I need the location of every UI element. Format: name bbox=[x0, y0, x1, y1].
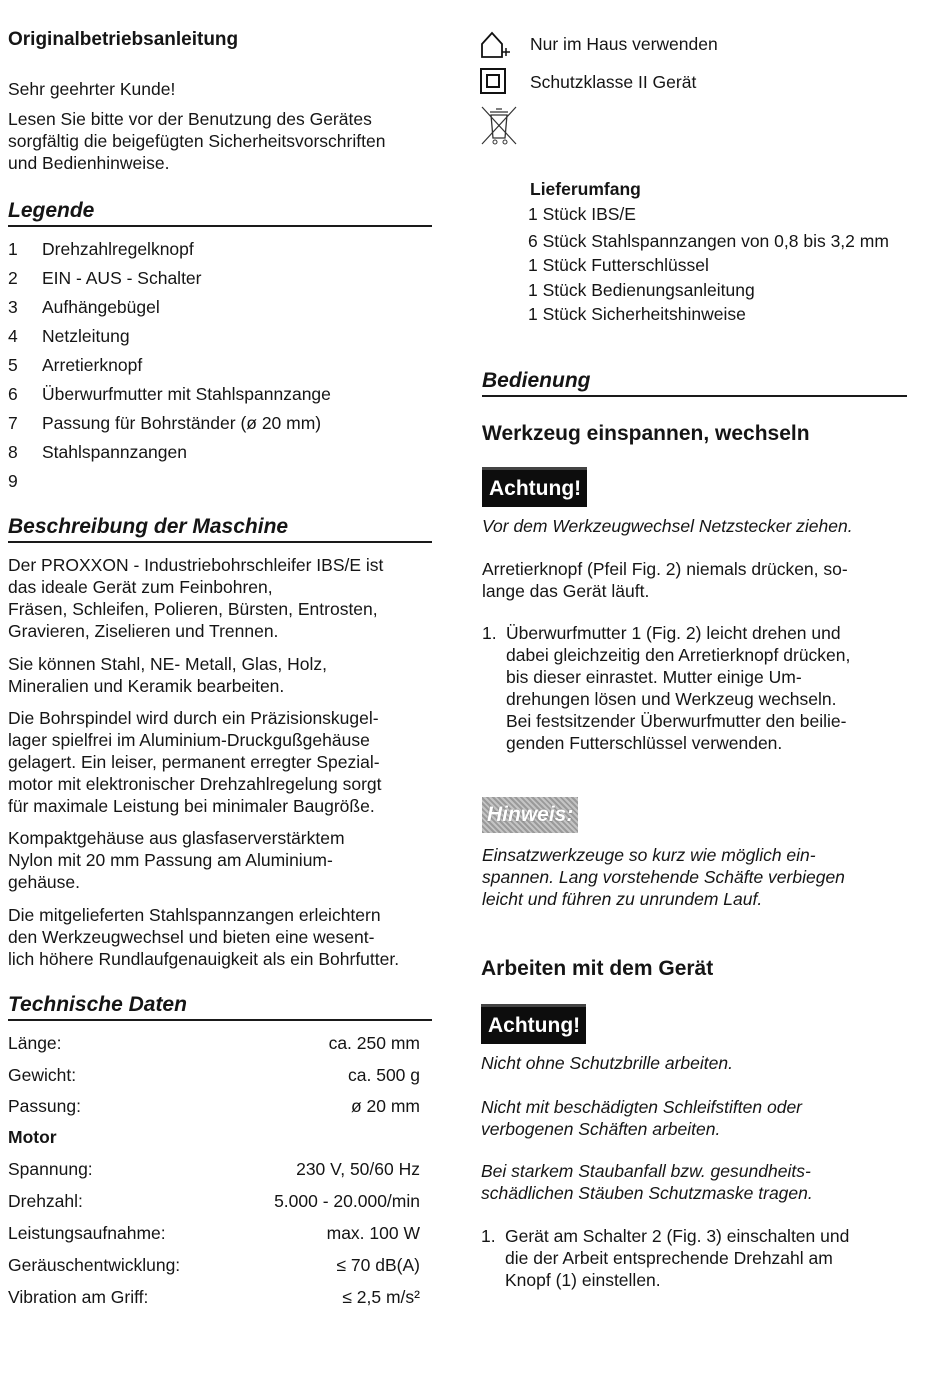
werkzeug-heading: Werkzeug einspannen, wechseln bbox=[482, 422, 810, 445]
legend-number: 5 bbox=[8, 355, 18, 375]
legend-text: Drehzahlregelknopf bbox=[42, 239, 194, 259]
text-line: motor mit elektronischer Drehzahlregelung sorgt bbox=[8, 774, 382, 794]
text-line: den Werkzeugwechsel und bieten eine wesent- bbox=[8, 927, 375, 947]
text-line: die der Arbeit entsprechende Drehzahl am bbox=[505, 1248, 833, 1268]
hinweis-label: Hinweis: bbox=[482, 797, 578, 833]
text-line: Die Bohrspindel wird durch ein Präzisionskugel- bbox=[8, 708, 379, 728]
tech-data-row bbox=[8, 1064, 420, 1094]
greeting: Sehr geehrter Kunde! bbox=[8, 79, 176, 99]
scope-item: 1 Stück Sicherheitshinweise bbox=[528, 304, 746, 324]
text-line: dabei gleichzeitig den Arretierknopf drücken, bbox=[506, 645, 851, 665]
tech-data-row bbox=[8, 1286, 420, 1316]
tech-label: Leistungsaufnahme: bbox=[8, 1223, 166, 1243]
text-line: Überwurfmutter 1 (Fig. 2) leicht drehen und bbox=[506, 623, 841, 643]
intro-paragraph bbox=[8, 108, 440, 174]
bedienung-heading: Bedienung bbox=[482, 368, 907, 397]
text-line: Der PROXXON - Industriebohrschleifer IBS/E ist bbox=[8, 555, 384, 575]
legend-text: Netzleitung bbox=[42, 326, 130, 346]
beschreibung-paragraph bbox=[8, 827, 440, 893]
legende-heading: Legende bbox=[8, 198, 432, 227]
text-line: Mineralien und Keramik bearbeiten. bbox=[8, 676, 285, 696]
text-line: verbogenen Schäften arbeiten. bbox=[481, 1119, 721, 1139]
technische-daten-heading: Technische Daten bbox=[8, 992, 432, 1021]
scope-item: 1 Stück Bedienungsanleitung bbox=[528, 280, 755, 300]
text-line: Die mitgelieferten Stahlspannzangen erleichtern bbox=[8, 905, 381, 925]
text-line: das ideale Gerät zum Feinbohren, bbox=[8, 577, 273, 597]
tech-value: 230 V, 50/60 Hz bbox=[296, 1159, 420, 1179]
text-line: Einsatzwerkzeuge so kurz wie möglich ein- bbox=[482, 845, 816, 865]
protection-class-ii-icon bbox=[478, 66, 510, 101]
legend-text: Passung für Bohrständer (ø 20 mm) bbox=[42, 413, 322, 433]
legend-text: Arretierknopf bbox=[42, 355, 143, 375]
text-line: schädlichen Stäuben Schutzmaske tragen. bbox=[481, 1183, 813, 1203]
step-text bbox=[505, 1225, 905, 1291]
text-line: gelagert. Ein leiser, permanent erregter Spezial- bbox=[8, 752, 380, 772]
scope-item: 1 Stück IBS/E bbox=[528, 204, 636, 224]
beschreibung-paragraph bbox=[8, 653, 440, 697]
tech-label: Vibration am Griff: bbox=[8, 1287, 149, 1307]
crossed-out-bin-icon bbox=[478, 104, 520, 155]
text-line: Bei festsitzender Überwurfmutter den beilie- bbox=[506, 711, 847, 731]
intro-line: Lesen Sie bitte vor der Benutzung des Gerätes bbox=[8, 109, 372, 129]
tech-data-row bbox=[8, 1032, 420, 1062]
achtung-label: Achtung! bbox=[481, 1004, 586, 1044]
tech-value: 5.000 - 20.000/min bbox=[274, 1191, 420, 1211]
text-line: Sie können Stahl, NE- Metall, Glas, Holz, bbox=[8, 654, 328, 674]
scope-item: 1 Stück Futterschlüssel bbox=[528, 255, 709, 275]
warning-text bbox=[481, 1160, 921, 1204]
tech-label: Gewicht: bbox=[8, 1065, 77, 1085]
symbol-text: Schutzklasse II Gerät bbox=[530, 72, 697, 92]
tech-data-row bbox=[8, 1222, 420, 1252]
legend-text: Überwurfmutter mit Stahlspannzange bbox=[42, 384, 331, 404]
house-icon bbox=[478, 30, 512, 65]
motor-heading: Motor bbox=[8, 1127, 57, 1147]
text-line: für maximale Leistung bei minimaler Baugröße. bbox=[8, 796, 375, 816]
text-line: Arretierknopf (Pfeil Fig. 2) niemals drücken, so- bbox=[482, 559, 848, 579]
text-line: Fräsen, Schleifen, Polieren, Bürsten, Entrosten, bbox=[8, 599, 378, 619]
text-line: Kompaktgehäuse aus glasfaserverstärktem bbox=[8, 828, 345, 848]
tech-data-row bbox=[8, 1158, 420, 1188]
step-number: 1. bbox=[482, 623, 497, 643]
step-text bbox=[506, 622, 906, 754]
arretier-paragraph bbox=[482, 558, 922, 602]
warning-text bbox=[481, 1096, 921, 1140]
warning-text bbox=[481, 1052, 921, 1074]
intro-line: und Bedienhinweise. bbox=[8, 153, 170, 173]
text-line: drehungen lösen und Werkzeug wechseln. bbox=[506, 689, 837, 709]
tech-data-row bbox=[8, 1095, 420, 1125]
text-line: spannen. Lang vorstehende Schäfte verbiegen bbox=[482, 867, 845, 887]
document-title: Originalbetriebsanleitung bbox=[8, 29, 239, 50]
text-line: lange das Gerät läuft. bbox=[482, 581, 650, 601]
arbeiten-heading: Arbeiten mit dem Gerät bbox=[481, 957, 714, 980]
tech-label: Geräuschentwicklung: bbox=[8, 1255, 181, 1275]
text-line: leicht und führen zu unrundem Lauf. bbox=[482, 889, 763, 909]
lieferumfang-heading: Lieferumfang bbox=[530, 179, 641, 199]
legend-number: 2 bbox=[8, 268, 18, 288]
beschreibung-paragraph bbox=[8, 554, 440, 642]
legend-text: EIN - AUS - Schalter bbox=[42, 268, 202, 288]
tech-label: Spannung: bbox=[8, 1159, 93, 1179]
tech-value: ca. 250 mm bbox=[328, 1033, 420, 1053]
intro-line: sorgfältig die beigefügten Sicherheitsvorschriften bbox=[8, 131, 386, 151]
text-line: Nylon mit 20 mm Passung am Aluminium- bbox=[8, 850, 333, 870]
beschreibung-heading: Beschreibung der Maschine bbox=[8, 514, 432, 543]
step-number: 1. bbox=[481, 1226, 496, 1246]
text-line: Nicht mit beschädigten Schleifstiften oder bbox=[481, 1097, 802, 1117]
achtung-label: Achtung! bbox=[482, 467, 587, 507]
tech-value: ≤ 2,5 m/s² bbox=[342, 1287, 420, 1307]
legend-number: 6 bbox=[8, 384, 18, 404]
tech-label: Länge: bbox=[8, 1033, 62, 1053]
text-line: lager spielfrei im Aluminium-Druckgußgehäuse bbox=[8, 730, 370, 750]
text-line: Nicht ohne Schutzbrille arbeiten. bbox=[481, 1053, 733, 1073]
legend-number: 4 bbox=[8, 326, 18, 346]
tech-label: Drehzahl: bbox=[8, 1191, 83, 1211]
symbol-text: Nur im Haus verwenden bbox=[530, 34, 718, 54]
tech-value: ≤ 70 dB(A) bbox=[336, 1255, 420, 1275]
legend-number: 8 bbox=[8, 442, 18, 462]
tech-value: max. 100 W bbox=[326, 1223, 420, 1243]
text-line: Gerät am Schalter 2 (Fig. 3) einschalten und bbox=[505, 1226, 850, 1246]
text-line: lich höhere Rundlaufgenauigkeit als ein Bohrfutter. bbox=[8, 949, 400, 969]
hinweis-text bbox=[482, 844, 922, 910]
legend-text: Aufhängebügel bbox=[42, 297, 160, 317]
text-line: Gravieren, Ziselieren und Trennen. bbox=[8, 621, 279, 641]
beschreibung-paragraph bbox=[8, 904, 440, 970]
beschreibung-paragraph bbox=[8, 707, 440, 817]
warning-text: Vor dem Werkzeugwechsel Netzstecker ziehen. bbox=[482, 516, 853, 536]
legend-number: 3 bbox=[8, 297, 18, 317]
text-line: gehäuse. bbox=[8, 872, 81, 892]
text-line: genden Futterschlüssel verwenden. bbox=[506, 733, 783, 753]
legend-number: 1 bbox=[8, 239, 18, 259]
legend-number: 7 bbox=[8, 413, 18, 433]
tech-label: Passung: bbox=[8, 1096, 81, 1116]
tech-data-row bbox=[8, 1190, 420, 1220]
legend-number: 9 bbox=[8, 471, 18, 491]
tech-value: ca. 500 g bbox=[348, 1065, 420, 1085]
legend-text: Stahlspannzangen bbox=[42, 442, 187, 462]
text-line: bis dieser einrastet. Mutter einige Um- bbox=[506, 667, 802, 687]
text-line: Bei starkem Staubanfall bzw. gesundheits- bbox=[481, 1161, 811, 1181]
scope-item: 6 Stück Stahlspannzangen von 0,8 bis 3,2 mm bbox=[528, 231, 889, 251]
tech-data-row bbox=[8, 1254, 420, 1284]
text-line: Knopf (1) einstellen. bbox=[505, 1270, 661, 1290]
tech-value: ø 20 mm bbox=[350, 1096, 420, 1116]
